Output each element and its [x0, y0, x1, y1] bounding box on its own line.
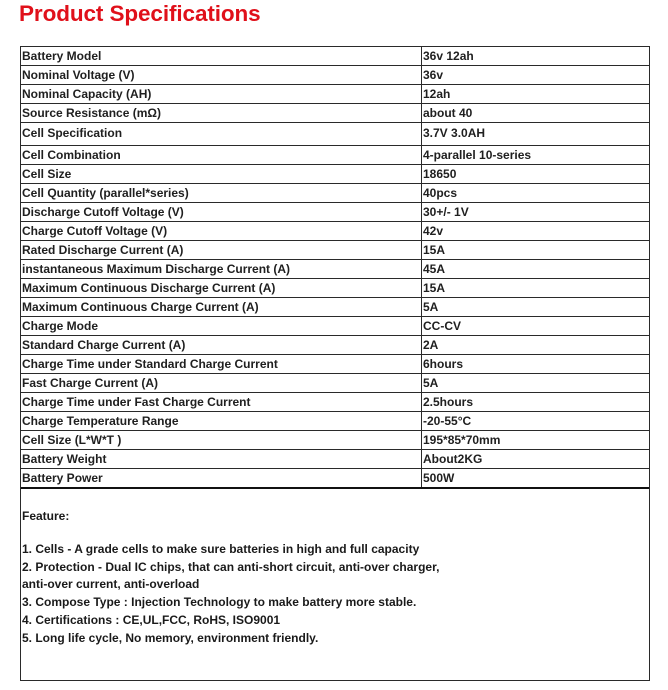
spec-row — [21, 354, 650, 373]
spec-row — [21, 47, 650, 66]
spec-label: Charge Time under Fast Charge Current — [21, 392, 422, 411]
feature-list — [22, 541, 642, 647]
spec-row — [21, 259, 650, 278]
spec-label: Cell Specification — [21, 123, 422, 146]
spec-value: 18650 — [422, 164, 650, 183]
spec-value: 4-parallel 10-series — [422, 145, 650, 164]
spec-table — [20, 46, 650, 489]
feature-item: 5. Long life cycle, No memory, environment friendly. — [22, 630, 319, 645]
feature-box — [20, 486, 650, 681]
spec-label: Cell Size — [21, 164, 422, 183]
feature-item: 4. Certifications : CE,UL,FCC, RoHS, ISO9001 — [22, 612, 281, 627]
spec-label: Nominal Capacity (AH) — [21, 85, 422, 104]
feature-item: anti-over current, anti-overload — [22, 577, 200, 592]
spec-label: Rated Discharge Current (A) — [21, 240, 422, 259]
spec-row — [21, 373, 650, 392]
spec-label: Fast Charge Current (A) — [21, 373, 422, 392]
spec-row — [21, 468, 650, 488]
spec-row — [21, 183, 650, 202]
spec-row — [21, 411, 650, 430]
spec-row — [21, 240, 650, 259]
spec-value: 5A — [422, 373, 650, 392]
feature-item: 1. Cells - A grade cells to make sure batteries in high and full capacity — [22, 542, 420, 556]
spec-row — [21, 297, 650, 316]
spec-row — [21, 278, 650, 297]
feature-item: 3. Compose Type : Injection Technology to make battery more stable. — [22, 595, 417, 610]
spec-label: Charge Cutoff Voltage (V) — [21, 221, 422, 240]
spec-label: Charge Time under Standard Charge Current — [21, 354, 422, 373]
spec-row — [21, 104, 650, 123]
spec-row — [21, 164, 650, 183]
feature-item: 2. Protection - Dual IC chips, that can anti-short circuit, anti-over charger, — [22, 559, 440, 574]
spec-value: 36v 12ah — [422, 47, 650, 66]
spec-value: 36v — [422, 66, 650, 85]
spec-label: Maximum Continuous Charge Current (A) — [21, 297, 422, 316]
spec-label: Battery Power — [21, 468, 422, 488]
spec-value: 45A — [422, 259, 650, 278]
spec-label: instantaneous Maximum Discharge Current (A) — [21, 259, 422, 278]
spec-value: 5A — [422, 297, 650, 316]
spec-row — [21, 202, 650, 221]
spec-row — [21, 335, 650, 354]
spec-row — [21, 221, 650, 240]
spec-value: 6hours — [422, 354, 650, 373]
spec-value: -20-55°C — [422, 411, 650, 430]
spec-label: Cell Quantity (parallel*series) — [21, 183, 422, 202]
spec-label: Discharge Cutoff Voltage (V) — [21, 202, 422, 221]
spec-row — [21, 123, 650, 146]
spec-label: Cell Size (L*W*T ) — [21, 430, 422, 449]
spec-label: Maximum Continuous Discharge Current (A) — [21, 278, 422, 297]
spec-row — [21, 316, 650, 335]
feature-heading: Feature: — [22, 509, 70, 523]
spec-label: Battery Model — [21, 47, 422, 66]
spec-value: 195*85*70mm — [422, 430, 650, 449]
spec-row — [21, 449, 650, 468]
page-title: Product Specifications — [19, 1, 261, 26]
spec-value: about 40 — [422, 104, 650, 123]
spec-value: 40pcs — [422, 183, 650, 202]
spec-label: Standard Charge Current (A) — [21, 335, 422, 354]
spec-value: 2A — [422, 335, 650, 354]
spec-row — [21, 430, 650, 449]
spec-value: CC-CV — [422, 316, 650, 335]
spec-label: Charge Mode — [21, 316, 422, 335]
spec-value: 500W — [422, 468, 650, 488]
spec-row — [21, 392, 650, 411]
spec-value: 42v — [422, 221, 650, 240]
spec-value: About2KG — [422, 449, 650, 468]
spec-row — [21, 85, 650, 104]
spec-row — [21, 145, 650, 164]
spec-label: Cell Combination — [21, 145, 422, 164]
spec-value: 15A — [422, 278, 650, 297]
spec-value: 3.7V 3.0AH — [422, 123, 650, 146]
spec-value: 15A — [422, 240, 650, 259]
spec-label: Nominal Voltage (V) — [21, 66, 422, 85]
spec-label: Charge Temperature Range — [21, 411, 422, 430]
spec-row — [21, 66, 650, 85]
spec-value: 2.5hours — [422, 392, 650, 411]
spec-value: 12ah — [422, 85, 650, 104]
spec-label: Source Resistance (mΩ) — [21, 104, 422, 123]
spec-label: Battery Weight — [21, 449, 422, 468]
spec-value: 30+/- 1V — [422, 202, 650, 221]
